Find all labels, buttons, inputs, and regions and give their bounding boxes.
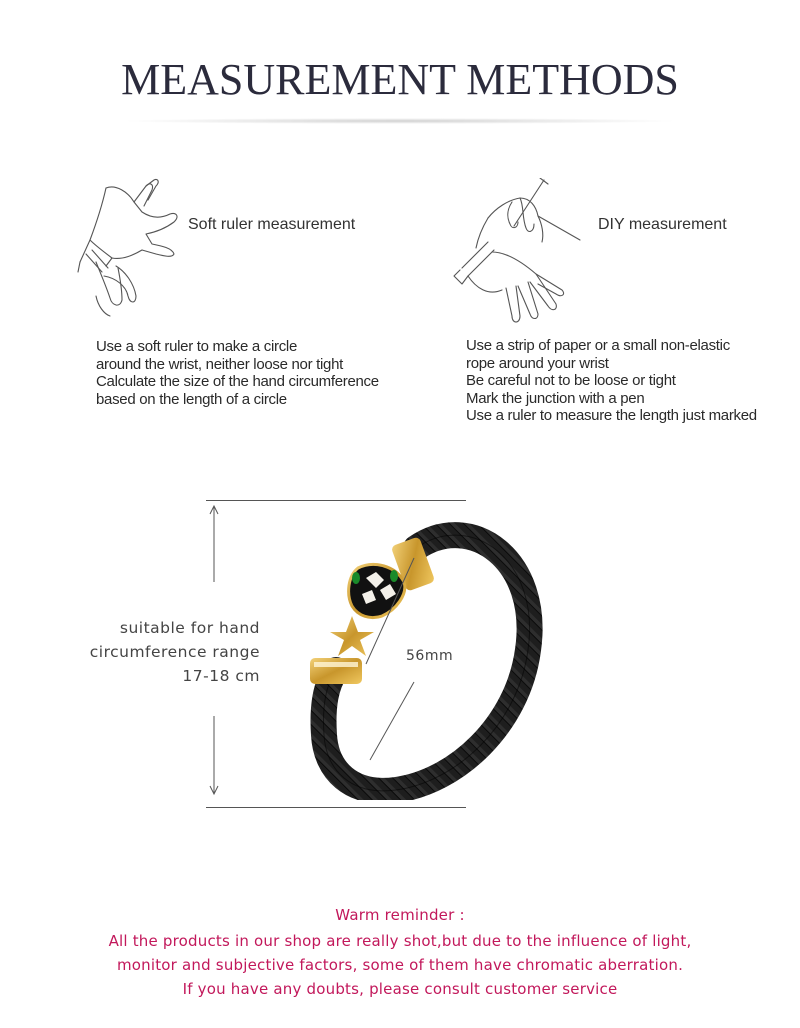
reminder-line: All the products in our shop are really shot,but due to the influence of light, xyxy=(108,932,692,950)
reminder-line: If you have any doubts, please consult customer service xyxy=(182,980,618,998)
desc-line: Mark the junction with a pen xyxy=(466,389,645,407)
suit-line: circumference range xyxy=(89,643,260,661)
desc-line: around the wrist, neither loose nor tight xyxy=(96,355,344,373)
suit-line: 17-18 cm xyxy=(182,667,260,685)
desc-line: rope around your wrist xyxy=(466,354,609,372)
suit-line: suitable for hand xyxy=(119,619,260,637)
desc-line: Use a soft ruler to make a circle xyxy=(96,338,298,355)
reminder-title: Warm reminder : xyxy=(335,906,465,924)
desc-line: based on the length of a circle xyxy=(96,390,287,408)
page-title: MEASUREMENT METHODS xyxy=(121,55,679,104)
reminder-line: monitor and subjective factors, some of them have chromatic aberration. xyxy=(116,956,684,974)
suitable-range-text xyxy=(50,616,260,688)
title-divider xyxy=(120,118,680,124)
diy-description xyxy=(466,337,757,425)
desc-line: Calculate the size of the hand circumference xyxy=(96,373,379,390)
diy-hand-illustration xyxy=(452,178,586,328)
diameter-label: 56mm xyxy=(406,648,454,664)
soft-ruler-hand-illustration xyxy=(76,176,186,318)
soft-ruler-label: Soft ruler measurement xyxy=(188,216,356,233)
soft-ruler-description xyxy=(96,338,379,408)
desc-line: Be careful not to be loose or tight xyxy=(466,372,676,389)
bottom-measure-line xyxy=(206,807,466,808)
top-measure-line xyxy=(206,500,466,501)
diy-label: DIY measurement xyxy=(598,216,727,233)
desc-line: Use a ruler to measure the length just marked xyxy=(466,407,757,424)
desc-line: Use a strip of paper or a small non-elastic xyxy=(466,337,730,354)
